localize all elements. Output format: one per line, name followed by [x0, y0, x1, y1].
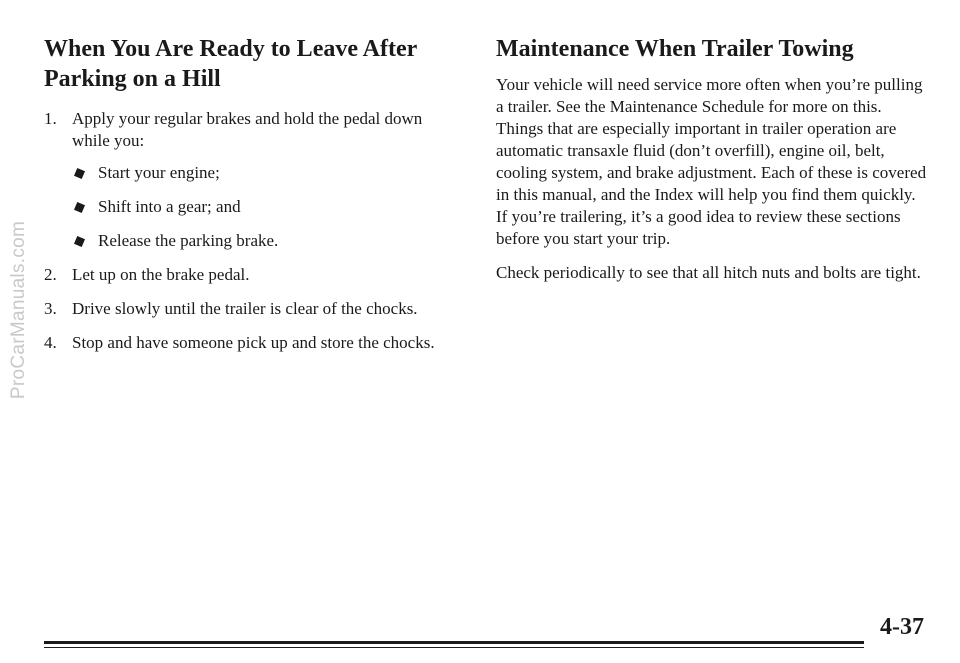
- step-text: Stop and have someone pick up and store the chocks.: [72, 333, 435, 352]
- step-item-2: [44, 264, 464, 286]
- hitch-check-paragraph: Check periodically to see that all hitch nuts and bolts are tight.: [496, 263, 921, 282]
- step-text: Apply your regular brakes and hold the pedal down while you:: [72, 109, 423, 150]
- bullet-list: [72, 162, 464, 252]
- step-number: 1.: [44, 109, 57, 128]
- footer-rule-thick: [44, 641, 864, 644]
- diamond-bullet-icon: [74, 168, 85, 179]
- heading-line-2: Parking on a Hill: [44, 66, 221, 92]
- heading-line-1: When You Are Ready to Leave After: [44, 36, 418, 62]
- step-item-1: [44, 108, 464, 252]
- step-text: Drive slowly until the trailer is clear of the chocks.: [72, 299, 418, 318]
- step-item-3: [44, 298, 464, 320]
- section-heading-leave-after-parking: [44, 34, 464, 94]
- section-heading-maintenance: Maintenance When Trailer Towing: [496, 36, 854, 62]
- step-number: 4.: [44, 333, 57, 352]
- bullet-text: Shift into a gear; and: [98, 197, 241, 216]
- bullet-item-1: [72, 162, 464, 184]
- step-number: 3.: [44, 299, 57, 318]
- diamond-bullet-icon: [74, 236, 85, 247]
- bullet-item-2: [72, 196, 464, 218]
- watermark-text: ProCarManuals.com: [8, 220, 29, 400]
- right-column: [496, 34, 928, 284]
- footer-rule-thin: [44, 647, 864, 648]
- steps-list: [44, 108, 464, 354]
- left-column: [44, 34, 464, 366]
- page-number: 4-37: [880, 614, 924, 640]
- diamond-bullet-icon: [74, 202, 85, 213]
- watermark: [6, 140, 32, 480]
- step-text: Let up on the brake pedal.: [72, 265, 250, 284]
- bullet-text: Start your engine;: [98, 163, 220, 182]
- maintenance-paragraph: Your vehicle will need service more often when you’re pulling a trailer. See the Maintenance Schedule for more on this. Things that are especially important in trailer operation are automatic transaxle fluid (don’t overfill), engine oil, belt, cooling system, and brake adjustment. Each of these is covered in this manual, and the Index will help you find them quickly. If you’re trailering, it’s a good idea to review these sections before you start your trip.: [496, 75, 927, 248]
- step-number: 2.: [44, 265, 57, 284]
- bullet-item-3: [72, 230, 464, 252]
- step-item-4: [44, 332, 464, 354]
- bullet-text: Release the parking brake.: [98, 231, 279, 250]
